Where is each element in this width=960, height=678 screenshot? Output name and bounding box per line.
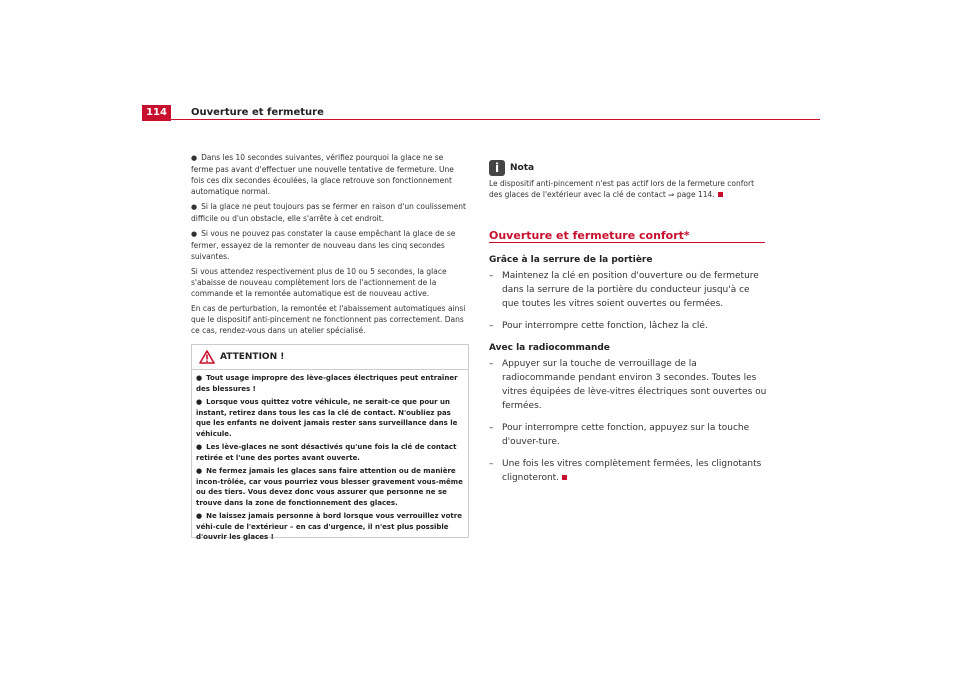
section-divider bbox=[489, 242, 765, 243]
list-item bbox=[489, 421, 767, 449]
list-item bbox=[489, 319, 767, 333]
list-item: ● Si vous ne pouvez pas constater la cause empêchant la glace de se fermer, essayez de la remonter de nouveau dans les cinq secondes suivantes. bbox=[191, 228, 467, 262]
section-body bbox=[489, 253, 767, 493]
step-text: Pour interrompre cette fonction, appuyez sur la touche d'ouver-ture. bbox=[502, 423, 750, 447]
subheading-lock: Grâce à la serrure de la portière bbox=[489, 255, 653, 265]
dash-marker: – bbox=[489, 271, 494, 281]
list-item: ● Les lève-glaces ne sont désactivés qu'une fois la clé de contact retirée et l'une des portes avant ouverte. bbox=[196, 442, 464, 463]
section-title: Ouverture et fermeture confort* bbox=[489, 229, 690, 242]
warning-box bbox=[191, 344, 469, 541]
step-text: Pour interrompre cette fonction, lâchez la clé. bbox=[502, 321, 708, 331]
end-square-icon bbox=[562, 475, 567, 480]
paragraph: En cas de perturbation, la remontée et l'abaissement automatiques ainsi que le dispositif anti-pincement ne fonctionnent pas correctement. Dans ce cas, rendez-vous dans un atelier spécialisé. bbox=[191, 304, 466, 335]
subheading-remote: Avec la radiocommande bbox=[489, 343, 610, 353]
list-item: ● Dans les 10 secondes suivantes, vérifiez pourquoi la glace ne se ferme pas avant d'effectuer une nouvelle tentative de fermeture. Une fois ces dix secondes écoulées, la glace retrouve son fonctionnement automatique normal. bbox=[191, 152, 467, 197]
nota-text-content: Le dispositif anti-pincement n'est pas actif lors de la fermeture confort des glaces de l'extérieur avec la clé de contact ⇒ page 114. bbox=[489, 179, 755, 199]
nota-text bbox=[489, 178, 765, 200]
list-item: ● Si la glace ne peut toujours pas se fermer en raison d'un coulissement difficile ou d'un obstacle, elle s'arrête à cet endroit. bbox=[191, 201, 467, 224]
warning-header bbox=[192, 345, 468, 370]
nota-title: Nota bbox=[510, 163, 535, 173]
list-item: ● Lorsque vous quittez votre véhicule, ne serait-ce que pour un instant, retirez dans tous les cas la clé de contact. N'oubliez pas que les enfants ne doivent jamais rester sans surveillance dans le véhicule. bbox=[196, 397, 464, 439]
step-text: Maintenez la clé en position d'ouverture ou de fermeture dans la serrure de la portière du conducteur jusqu'à ce que toutes les vitres soient ouvertes ou fermées. bbox=[502, 271, 759, 309]
dash-marker: – bbox=[489, 459, 494, 469]
nota-header bbox=[489, 160, 765, 178]
dash-marker: – bbox=[489, 321, 494, 331]
nota-block bbox=[489, 160, 765, 200]
list-item bbox=[489, 457, 767, 485]
paragraph: Si vous attendez respectivement plus de 10 ou 5 secondes, la glace s'abaisse de nouveau complètement lors de l'actionnement de la commande et la remontée automatique est de nouveau active. bbox=[191, 267, 447, 298]
dash-marker: – bbox=[489, 423, 494, 433]
list-item bbox=[489, 357, 767, 413]
step-text: Une fois les vitres complètement fermées, les clignotants clignoteront. bbox=[502, 459, 762, 483]
end-square-icon bbox=[718, 192, 723, 197]
left-column bbox=[191, 152, 467, 340]
header-divider bbox=[142, 119, 820, 120]
page-number: 114 bbox=[142, 105, 171, 121]
info-icon: i bbox=[489, 160, 505, 176]
list-item: ● Ne fermez jamais les glaces sans faire attention ou de manière incon-trôlée, car vous pourriez vous blesser gravement vous-même ou des tiers. Vous devez donc vous assurer que personne ne se trouve dans la zone de fonctionnement des glaces. bbox=[196, 466, 464, 508]
list-item: ● Tout usage impropre des lève-glaces électriques peut entraîner des blessures ! bbox=[196, 373, 464, 394]
warning-triangle-icon bbox=[199, 350, 215, 364]
list-item bbox=[489, 269, 767, 311]
list-item: ● Ne laissez jamais personne à bord lorsque vous verrouillez votre véhi-cule de l'extérieur – en cas d'urgence, il n'est plus possible d'ouvrir les glaces ! bbox=[196, 511, 464, 543]
warning-body bbox=[192, 370, 468, 549]
dash-marker: – bbox=[489, 359, 494, 369]
step-text: Appuyer sur la touche de verrouillage de la radiocommande pendant environ 3 secondes. Toutes les vitres équipées de lève-vitres électriques sont ouvertes ou fermées. bbox=[502, 359, 767, 411]
page-header-title: Ouverture et fermeture bbox=[191, 107, 324, 118]
warning-title: ATTENTION ! bbox=[220, 352, 285, 362]
